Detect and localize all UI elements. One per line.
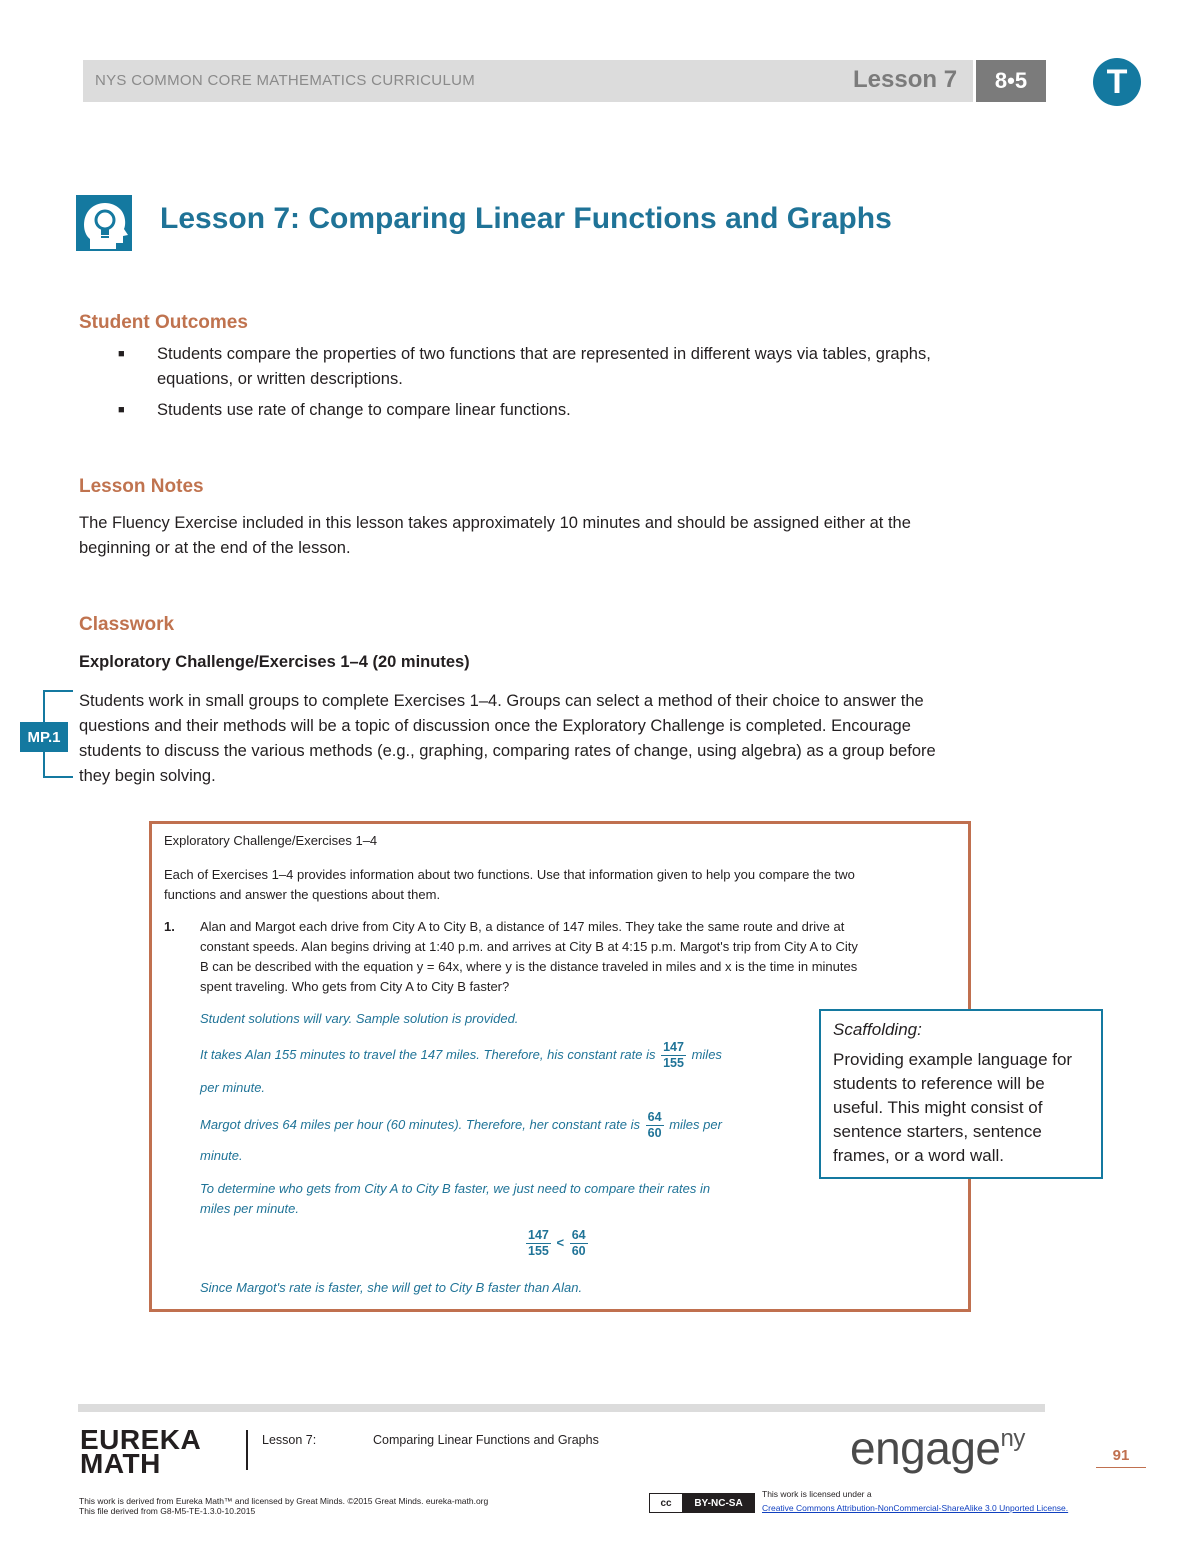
fraction-denominator: 60 [571,1244,586,1258]
logo-line: EUREKA [80,1424,202,1455]
exercise-heading: Exploratory Challenge/Exercises 1–4 [164,833,378,848]
lightbulb-head-icon [76,195,132,251]
engageny-logo [850,1421,1025,1475]
exercise-number: 1. [164,919,175,934]
footer-lesson: Lesson 7: [262,1433,317,1447]
problem-line: B can be described with the equation y = 64x, where y is the distance traveled in miles and x is the time in minutes [200,959,858,974]
answer-conclusion: Since Margot's rate is faster, she will get to City B faster than Alan. [200,1280,583,1295]
page-title: Lesson 7: Comparing Linear Functions and Graphs [160,202,892,235]
answer-line: miles per minute. [200,1201,299,1216]
fraction-numerator: 147 [528,1228,549,1242]
logo-line: MATH [80,1448,161,1479]
cc-icon: cc [650,1494,683,1512]
student-outcomes-heading: Student Outcomes [79,312,248,333]
lesson-notes-heading: Lesson Notes [79,476,204,497]
answer-alan-rate [200,1040,722,1071]
answer-intro: Student solutions will vary. Sample solution is provided. [200,1011,519,1026]
exploratory-subheading: Exploratory Challenge/Exercises 1–4 (20 minutes) [79,653,470,671]
page-number: 91 [1096,1447,1146,1468]
license-notice: This work is licensed under a [762,1489,872,1499]
bullet-icon: ■ [118,404,125,416]
problem-line: constant speeds. Alan begins driving at 1:40 p.m. and arrives at City B at 4:15 p.m. Margot's trip from City A to City [200,939,858,954]
lesson-notes-line: beginning or at the end of the lesson. [79,539,351,557]
answer-text: miles per [669,1116,722,1132]
fraction-numerator: 64 [647,1110,662,1124]
answer-text: Margot drives 64 miles per hour (60 minutes). Therefore, her constant rate is [200,1116,641,1132]
classwork-line: students to discuss the various methods (e.g., graphing, comparing rates of change, using algebra) as a group before [79,742,936,760]
answer-line: per minute. [200,1080,266,1095]
cc-license-type: BY-NC-SA [683,1494,754,1512]
rate-comparison [524,1228,590,1259]
fraction-denominator: 155 [663,1056,684,1070]
file-notice: This file derived from G8-M5-TE-1.3.0-10.2015 [79,1506,256,1516]
outcome-item: Students compare the properties of two functions that are represented in different ways via tables, graphs, [157,345,931,363]
teacher-badge: T [1093,58,1141,106]
answer-text: miles [691,1046,722,1062]
fraction-denominator: 155 [528,1244,549,1258]
classwork-line: Students work in small groups to complete Exercises 1–4. Groups can select a method of their choice to answer the [79,692,924,710]
outcome-item-cont: equations, or written descriptions. [157,370,403,388]
answer-line: minute. [200,1148,243,1163]
answer-margot-rate [200,1110,722,1141]
answer-text: It takes Alan 155 minutes to travel the 147 miles. Therefore, his constant rate is [200,1046,656,1062]
fraction-denominator: 60 [647,1126,662,1140]
fraction [661,1040,686,1071]
scaffolding-body: Providing example language for students to reference will be useful. This might consist of sentence starters, sentence frames, or a word wall. [833,1050,1073,1165]
classwork-line: they begin solving. [79,767,216,785]
cc-license-badge[interactable] [649,1493,755,1513]
fraction [570,1228,588,1259]
license-link[interactable]: Creative Commons Attribution-NonCommercial-ShareAlike 3.0 Unported License. [762,1503,1069,1513]
classwork-line: questions and their methods will be a topic of discussion once the Exploratory Challenge is completed. Encourage [79,717,911,735]
footer-rule [78,1404,1045,1412]
fraction-numerator: 147 [663,1040,684,1054]
problem-line: spent traveling. Who gets from City A to City B faster? [200,979,510,994]
header-lesson: Lesson 7 [853,66,958,93]
fraction [646,1110,664,1141]
fraction [526,1228,551,1259]
exercise-intro-line: Each of Exercises 1–4 provides information about two functions. Use that information given to help you compare the two [164,867,855,882]
grade-module-badge: 8•5 [976,60,1046,102]
scaffolding-title: Scaffolding: [833,1020,922,1039]
footer-divider [246,1430,248,1470]
exercise-intro-line: functions and answer the questions about them. [164,887,441,902]
lesson-notes-line: The Fluency Exercise included in this lesson takes approximately 10 minutes and should be assigned either at the [79,514,911,532]
engage-text: engage [850,1422,1001,1474]
classwork-heading: Classwork [79,614,175,635]
less-than-sign: < [556,1234,565,1250]
fraction-numerator: 64 [571,1228,586,1242]
eureka-math-logo [80,1424,202,1479]
ny-text: ny [1000,1425,1025,1452]
outcome-item: Students use rate of change to compare linear functions. [157,401,571,419]
problem-line: Alan and Margot each drive from City A to City B, a distance of 147 miles. They take the same route and drive at [200,919,845,934]
bullet-icon: ■ [118,348,125,360]
footer-lesson-title: Comparing Linear Functions and Graphs [373,1433,599,1447]
derived-notice: This work is derived from Eureka Math™ and licensed by Great Minds. ©2015 Great Minds. eureka-math.org [79,1496,489,1506]
mp-tag: MP.1 [20,722,68,752]
answer-line: To determine who gets from City A to City B faster, we just need to compare their rates in [200,1181,711,1196]
curriculum-label: NYS COMMON CORE MATHEMATICS CURRICULUM [95,72,476,89]
